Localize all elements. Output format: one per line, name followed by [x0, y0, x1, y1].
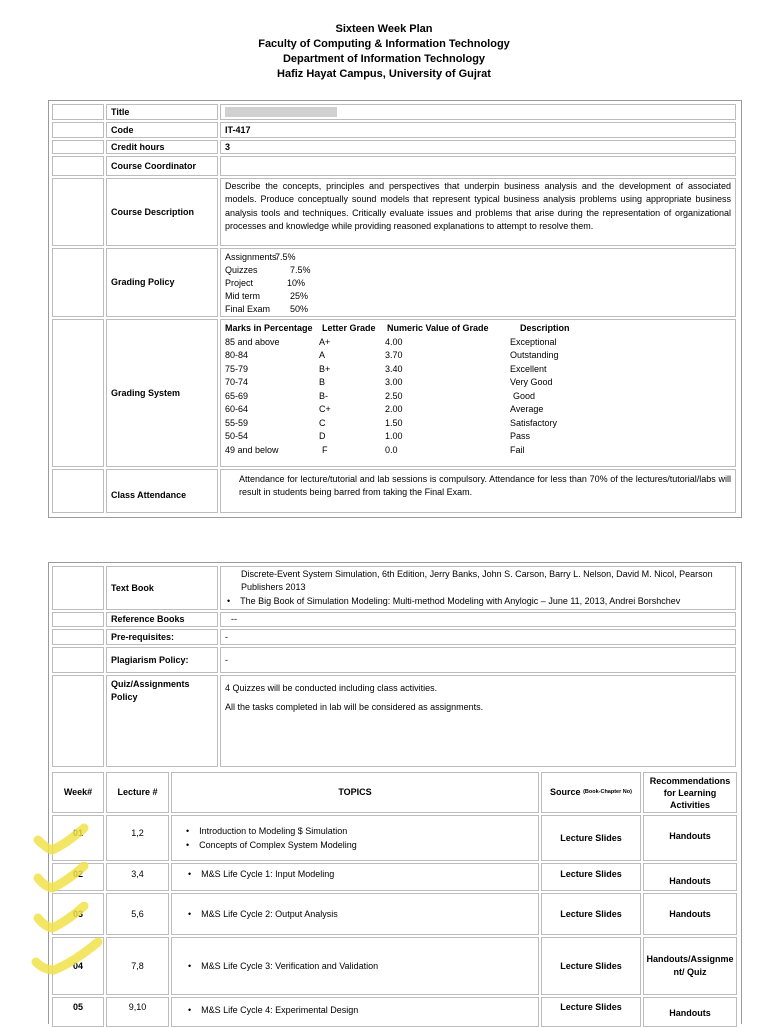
resources-table [48, 562, 742, 772]
bullet-icon: • [227, 595, 231, 606]
header-source [541, 772, 641, 813]
topic-item [188, 908, 338, 921]
title-label: Title [106, 104, 218, 120]
grade-desc: Good [513, 390, 536, 401]
topics-cell [171, 863, 539, 891]
grade-desc: Satisfactory [510, 417, 558, 428]
plagiarism-value: - [220, 647, 736, 673]
grade-letter: F [322, 444, 328, 455]
topic-text: M&S Life Cycle 4: Experimental Design [201, 1005, 359, 1015]
policy-item: Final Exam [225, 304, 271, 314]
grade-numeric: 3.00 [385, 377, 403, 387]
grade-letter: B+ [319, 363, 331, 374]
attendance-row-blank [52, 469, 104, 513]
plagiarism-row-blank [52, 647, 104, 673]
header-line-4: Hafiz Hayat Campus, University of Gujrat [277, 68, 491, 80]
topic-text: Introduction to Modeling $ Simulation [199, 826, 348, 836]
textbook-value [220, 566, 736, 610]
policy-list [221, 250, 735, 316]
grade-header-numeric: Numeric Value of Grade [387, 323, 489, 333]
coordinator-row-blank [52, 156, 104, 176]
lecture-cell: 1,2 [106, 815, 169, 861]
lecture-cell: 9,10 [106, 997, 169, 1027]
source-sub: (Book-Chapter No) [583, 789, 632, 796]
grade-letter: A+ [319, 336, 331, 347]
credit-row-blank [52, 140, 104, 154]
recommendation-cell: Handouts [643, 863, 737, 891]
bullet-icon: • [188, 1005, 192, 1015]
grade-desc: Excellent [510, 363, 547, 374]
header-recommendations: Recommendations for Learning Activities [643, 772, 737, 813]
grade-desc: Average [510, 404, 544, 414]
source-cell: Lecture Slides [541, 937, 641, 995]
code-row-blank [52, 122, 104, 138]
policy-pct: 50% [290, 304, 309, 314]
highlighter-checkmark-icon [32, 822, 92, 862]
grade-desc: Exceptional [510, 336, 557, 347]
document-header [0, 22, 768, 82]
topic-item [186, 838, 534, 852]
lecture-cell: 5,6 [106, 893, 169, 935]
grade-header-desc: Description [520, 323, 570, 333]
policy-item: Mid term [225, 291, 261, 301]
policy-item: Quizzes [225, 265, 258, 275]
grading-policy-label: Grading Policy [106, 248, 218, 317]
grade-header-marks: Marks in Percentage [225, 323, 313, 333]
grade-desc: Outstanding [510, 350, 559, 360]
reference-value: -- [220, 612, 736, 627]
title-value [220, 104, 736, 120]
recommendation-cell: Handouts [643, 893, 737, 935]
policy-pct: 10% [287, 278, 306, 288]
prereq-row-blank [52, 629, 104, 645]
highlighter-checkmark-icon [30, 936, 106, 982]
grade-letter: D [319, 431, 326, 441]
quiz-line-1: 4 Quizzes will be conducted including class activities. [225, 683, 438, 693]
topics-cell [171, 893, 539, 935]
grade-desc: Very Good [510, 377, 553, 387]
week-cell: 04 [52, 937, 104, 995]
topics-cell [171, 937, 539, 995]
quiz-line-2: All the tasks completed in lab will be considered as assignments. [225, 701, 484, 712]
source-label: Source [550, 787, 581, 798]
grade-desc: Fail [510, 444, 525, 455]
description-label: Course Description [106, 178, 218, 246]
grade-grid [221, 320, 735, 466]
grade-numeric: 1.50 [385, 417, 403, 428]
description-row-blank [52, 178, 104, 246]
source-cell: Lecture Slides [541, 863, 641, 891]
credit-label: Credit hours [106, 140, 218, 154]
prereq-label: Pre-requisites: [106, 629, 218, 645]
topic-text: Concepts of Complex System Modeling [199, 840, 357, 850]
bullet-icon: • [186, 826, 190, 836]
grade-header-letter: Letter Grade [322, 323, 376, 333]
header-line-2: Faculty of Computing & Information Technology [258, 38, 510, 50]
source-cell: Lecture Slides [541, 893, 641, 935]
coordinator-value [220, 156, 736, 176]
textbook-secondary: The Big Book of Simulation Modeling: Multi-method Modeling with Anylogic – June 11, 2013, Andrei Borshchev [240, 595, 681, 606]
recommendation-cell: Handouts [643, 815, 737, 861]
header-line-3: Department of Information Technology [282, 53, 486, 65]
source-cell: Lecture Slides [541, 997, 641, 1027]
course-info-table [48, 100, 742, 518]
policy-pct: 25% [290, 291, 309, 301]
grade-letter: B- [319, 390, 328, 401]
plagiarism-label: Plagiarism Policy: [106, 647, 218, 673]
grade-desc: Pass [510, 431, 531, 441]
week-cell: 03 [52, 893, 104, 935]
topic-text: M&S Life Cycle 3: Verification and Validation [201, 960, 379, 971]
title-row-blank [52, 104, 104, 120]
header-line-1: Sixteen Week Plan [335, 23, 433, 35]
grade-marks: 60-64 [225, 404, 249, 414]
highlighter-checkmark-icon [32, 862, 92, 902]
lecture-cell: 3,4 [106, 863, 169, 891]
textbook-primary: Discrete-Event System Simulation, 6th Edition, Jerry Banks, John S. Carson, Barry L. Nelson, David M. Nicol, Pearson Publishers 2013 [241, 569, 713, 593]
grade-marks: 65-69 [225, 390, 249, 401]
reference-label: Reference Books [106, 612, 218, 627]
grade-marks: 55-59 [225, 417, 249, 428]
grading-system-row-blank [52, 319, 104, 467]
code-label: Code [106, 122, 218, 138]
grade-letter: C [319, 417, 326, 428]
header-lecture: Lecture # [106, 772, 169, 813]
grade-marks: 85 and above [225, 336, 280, 347]
grade-marks: 80-84 [225, 350, 249, 360]
grade-letter: A [319, 350, 326, 360]
grade-numeric: 4.00 [385, 336, 403, 347]
grade-marks: 75-79 [225, 363, 249, 374]
bullet-icon: • [188, 960, 192, 971]
grade-marks: 49 and below [225, 444, 279, 455]
bullet-icon: • [188, 868, 192, 879]
textbook-label: Text Book [106, 566, 218, 610]
quiz-label: Quiz/Assignments Policy [106, 675, 218, 767]
policy-item: Project [225, 278, 254, 288]
topics-cell [171, 815, 539, 861]
topic-item [186, 824, 534, 838]
quiz-row-blank [52, 675, 104, 767]
recommendation-cell: Handouts [643, 997, 737, 1027]
policy-pct: 7.5% [275, 252, 296, 262]
description-value: Describe the concepts, principles and perspectives that underpin business analysis and the development of associated models. Produce conceptually sound models that represent typical business analysis problems using appropriate business analysis tools and techniques. Critically evaluate issues and problems that arise during the representation of organizational processes and knowledge while providing reasoned explanations to attempt to resolve them. [220, 178, 736, 246]
code-value: IT-417 [220, 122, 736, 138]
grade-marks: 50-54 [225, 431, 249, 441]
header-topics: TOPICS [171, 772, 539, 813]
reference-row-blank [52, 612, 104, 627]
quiz-value [220, 675, 736, 767]
textbook-row-blank [52, 566, 104, 610]
attendance-value: Attendance for lecture/tutorial and lab sessions is compulsory. Attendance for less than 70% of the lectures/tutorial/labs will result in students being barred from taking the Final Exam. [220, 469, 736, 513]
lecture-cell: 7,8 [106, 937, 169, 995]
grading-policy-value [220, 248, 736, 317]
prereq-value: - [220, 629, 736, 645]
week-cell: 02 [52, 863, 104, 891]
bullet-icon: • [186, 840, 190, 850]
topic-text: M&S Life Cycle 2: Output Analysis [201, 908, 338, 919]
grade-marks: 70-74 [225, 377, 249, 387]
grade-letter: C+ [319, 404, 331, 414]
grade-numeric: 3.40 [385, 363, 403, 374]
credit-value: 3 [220, 140, 736, 154]
topic-item [188, 960, 378, 973]
grading-policy-row-blank [52, 248, 104, 317]
topic-item [188, 1004, 534, 1017]
week-cell: 05 [52, 997, 104, 1027]
recommendation-cell: Handouts/Assignment/ Quiz [643, 937, 737, 995]
grade-numeric: 2.00 [385, 404, 403, 414]
coordinator-label: Course Coordinator [106, 156, 218, 176]
grade-numeric: 0.0 [385, 444, 398, 455]
topic-item [188, 868, 334, 881]
policy-pct: 7.5% [290, 265, 311, 275]
grade-numeric: 1.00 [385, 431, 403, 441]
schedule-table [48, 770, 742, 1024]
grading-system-table [220, 319, 736, 467]
textbook-secondary-item [227, 595, 731, 608]
grade-letter: B [319, 377, 326, 387]
bullet-icon: • [188, 908, 192, 919]
topics-cell [171, 997, 539, 1027]
grading-system-label: Grading System [106, 319, 218, 467]
attendance-label: Class Attendance [106, 469, 218, 513]
source-cell: Lecture Slides [541, 815, 641, 861]
header-week: Week# [52, 772, 104, 813]
topic-text: M&S Life Cycle 1: Input Modeling [201, 868, 335, 879]
week-cell: 01 [52, 815, 104, 861]
redacted-title [225, 107, 337, 117]
grade-numeric: 2.50 [385, 390, 403, 401]
grade-numeric: 3.70 [385, 350, 403, 360]
policy-item: Assignments [225, 252, 277, 262]
